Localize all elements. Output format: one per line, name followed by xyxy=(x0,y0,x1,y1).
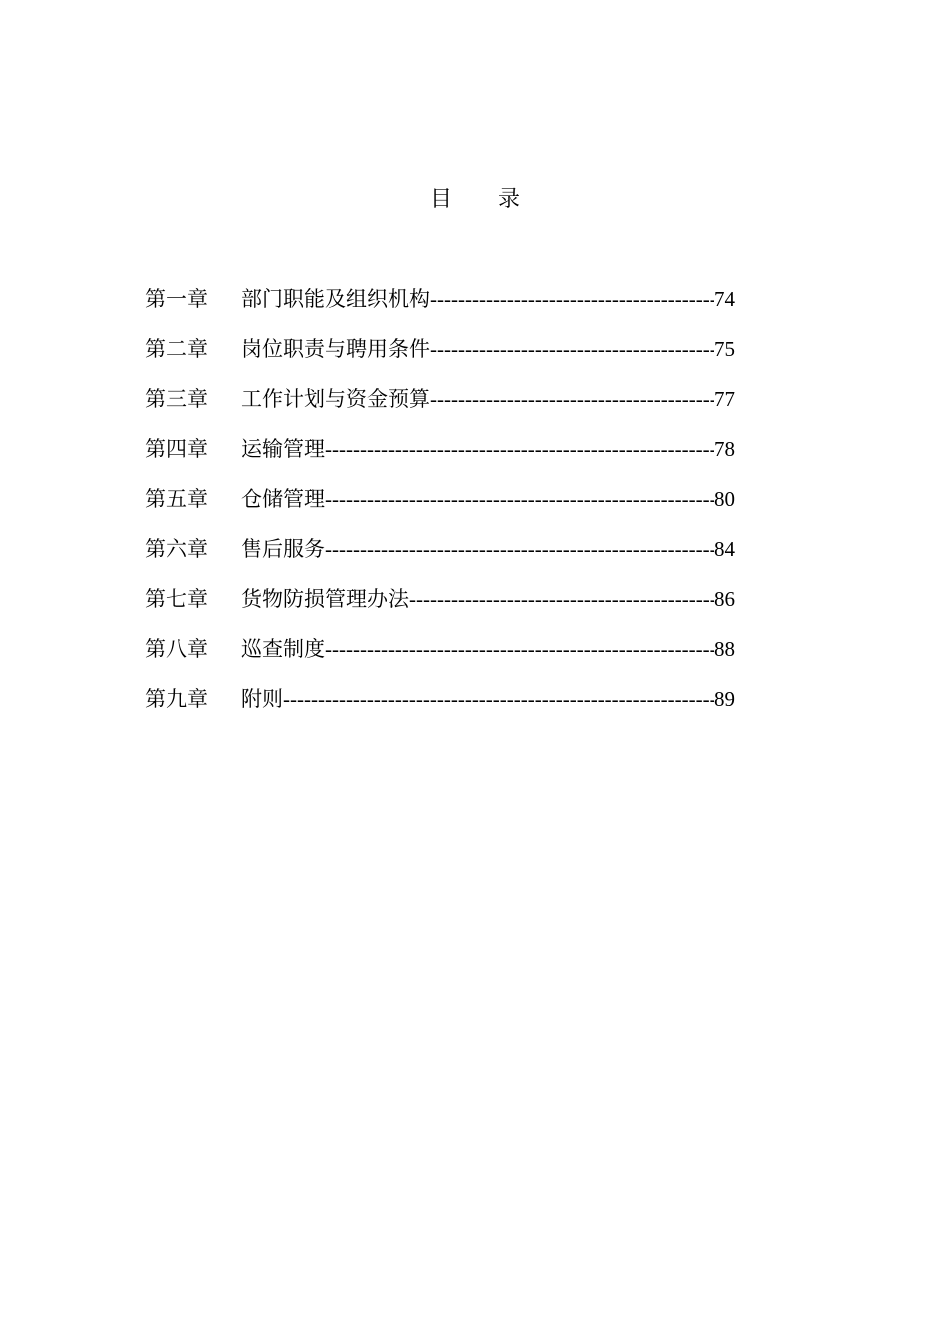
toc-chapter-number: 第六章 xyxy=(145,537,208,561)
toc-page-number: 84 xyxy=(714,537,735,561)
toc-entry[interactable] xyxy=(145,633,735,683)
toc-dot-leader xyxy=(283,683,714,715)
toc-title xyxy=(0,184,950,216)
toc-chapter-title: 巡查制度 xyxy=(241,637,325,661)
toc-list xyxy=(145,283,735,733)
toc-chapter-number: 第二章 xyxy=(145,337,208,361)
toc-dot-leader xyxy=(325,533,714,565)
toc-chapter-number: 第五章 xyxy=(145,487,208,511)
toc-page-number: 86 xyxy=(714,587,735,611)
toc-chapter-title: 运输管理 xyxy=(241,437,325,461)
toc-dot-leader xyxy=(430,383,714,415)
toc-dot-leader xyxy=(325,633,714,665)
toc-entry[interactable] xyxy=(145,333,735,383)
toc-chapter-title: 仓储管理 xyxy=(241,487,325,511)
toc-entry[interactable] xyxy=(145,583,735,633)
toc-chapter-number: 第七章 xyxy=(145,587,208,611)
toc-chapter-number: 第三章 xyxy=(145,387,208,411)
toc-dot-leader xyxy=(409,583,714,615)
toc-chapter-title: 货物防损管理办法 xyxy=(241,587,409,611)
toc-entry[interactable] xyxy=(145,283,735,333)
toc-chapter-title: 附则 xyxy=(241,687,283,711)
toc-page-number: 74 xyxy=(714,287,735,311)
toc-page-number: 78 xyxy=(714,437,735,461)
toc-entry[interactable] xyxy=(145,433,735,483)
toc-page-number: 89 xyxy=(714,687,735,711)
toc-chapter-title: 岗位职责与聘用条件 xyxy=(241,337,430,361)
toc-chapter-number: 第四章 xyxy=(145,437,208,461)
toc-chapter-title: 部门职能及组织机构 xyxy=(241,287,430,311)
toc-chapter-number: 第九章 xyxy=(145,687,208,711)
toc-title-char-2: 录 xyxy=(498,187,521,212)
toc-dot-leader xyxy=(325,483,714,515)
toc-entry[interactable] xyxy=(145,483,735,533)
toc-page-number: 80 xyxy=(714,487,735,511)
toc-page-number: 75 xyxy=(714,337,735,361)
toc-chapter-title: 工作计划与资金预算 xyxy=(241,387,430,411)
toc-entry[interactable] xyxy=(145,533,735,583)
toc-dot-leader xyxy=(430,333,714,365)
toc-entry[interactable] xyxy=(145,683,735,733)
toc-chapter-title: 售后服务 xyxy=(241,537,325,561)
toc-chapter-number: 第八章 xyxy=(145,637,208,661)
toc-chapter-number: 第一章 xyxy=(145,287,208,311)
toc-dot-leader xyxy=(430,283,714,315)
toc-page-number: 77 xyxy=(714,387,735,411)
toc-entry[interactable] xyxy=(145,383,735,433)
toc-title-char-1: 目 xyxy=(429,187,452,212)
toc-dot-leader xyxy=(325,433,714,465)
toc-page-number: 88 xyxy=(714,637,735,661)
